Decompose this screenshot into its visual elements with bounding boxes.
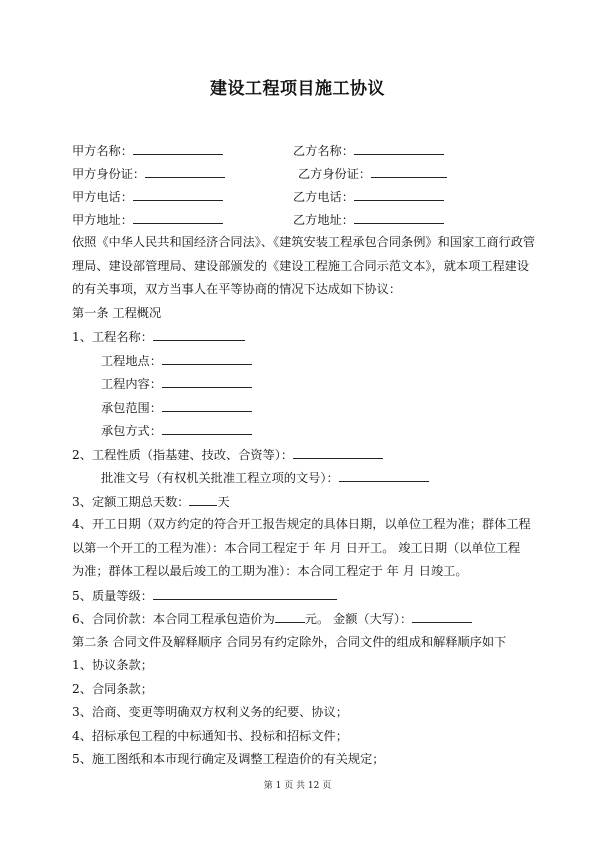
party-b-phone-blank	[354, 188, 444, 201]
contract-method-line	[101, 422, 252, 439]
contract-price-line	[72, 610, 472, 627]
duration-blank	[189, 493, 217, 506]
quality-level-blank	[153, 587, 337, 600]
duration-line	[72, 493, 230, 510]
intro-line-1: 依照《中华人民共和国经济合同法》、《建筑安装工程承包合同条例》和国家工商行政管	[72, 235, 536, 249]
intro-line-3: 的有关事项，双方当事人在平等协商的情况下达成如下协议：	[72, 282, 402, 296]
party-b-phone-line	[293, 188, 444, 205]
party-b-id-line	[298, 165, 447, 182]
article-2-item-4: 4、招标承包工程的中标通知书、投标和招标文件；	[72, 729, 348, 743]
contract-method-label: 承包方式：	[101, 424, 162, 438]
page-footer: 第 1 页 共 12 页	[263, 781, 332, 791]
contract-scope-line	[101, 399, 252, 416]
duration-label: 3、定额工期总天数：	[72, 495, 190, 509]
party-a-id-blank	[145, 165, 225, 178]
intro-line-2: 理局、建设部管理局、建设部颁发的《建设工程施工合同示范文本》，就本项工程建设	[72, 259, 530, 273]
party-a-phone-label: 甲方电话：	[72, 190, 133, 204]
party-a-name-blank	[133, 142, 223, 155]
party-a-name-label: 甲方名称：	[72, 144, 133, 158]
contract-amount-blank	[412, 610, 472, 623]
start-date-line-3: 为准；群体工程以最后竣工的工期为准）：本合同工程定于 年 月 日竣工。	[72, 564, 468, 578]
party-a-id-line	[72, 165, 225, 182]
article-2-item-5: 5、施工图纸和本市现行确定及调整工程造价的有关规定；	[72, 752, 385, 766]
party-a-address-line	[72, 211, 223, 228]
party-b-name-line	[293, 142, 444, 159]
start-date-line-2: 以第一个开工的工程为准）：本合同工程定于 年 月 日开工。 竣工日期（以单位工程	[72, 541, 521, 555]
party-a-address-blank	[133, 211, 223, 224]
article-2-item-2: 2、合同条款；	[72, 682, 153, 696]
project-content-blank	[162, 375, 252, 388]
party-b-id-label: 乙方身份证：	[298, 167, 372, 181]
project-nature-label: 2、工程性质（指基建、技改、合资等）：	[72, 448, 294, 462]
project-name-line	[72, 328, 245, 345]
contract-price-blank	[275, 610, 305, 623]
project-location-label: 工程地点：	[101, 354, 162, 368]
project-location-line	[101, 352, 252, 369]
document-title: 建设工程项目施工协议	[210, 79, 385, 99]
party-b-address-line	[293, 211, 444, 228]
project-content-line	[101, 375, 252, 392]
project-name-blank	[153, 328, 245, 341]
contract-scope-label: 承包范围：	[101, 401, 162, 415]
approval-number-blank	[339, 469, 429, 482]
contract-price-label: 6、合同价款：本合同工程承包造价为	[72, 612, 275, 626]
project-content-label: 工程内容：	[101, 377, 162, 391]
project-name-label: 1、工程名称：	[72, 330, 153, 344]
party-b-address-label: 乙方地址：	[293, 213, 354, 227]
approval-number-label: 批准文号（有权机关批准工程立项的文号）：	[101, 471, 339, 485]
quality-level-label: 5、质量等级：	[72, 589, 153, 603]
article-2-heading: 第二条 合同文件及解释顺序 合同另有约定除外，合同文件的组成和解释顺序如下	[72, 635, 507, 649]
contract-amount-label: 元。 金额（大写）：	[304, 612, 413, 626]
party-a-phone-line	[72, 188, 223, 205]
approval-number-line	[101, 469, 429, 486]
party-a-name-line	[72, 142, 223, 159]
party-b-id-blank	[371, 165, 447, 178]
party-b-name-blank	[354, 142, 444, 155]
quality-level-line	[72, 587, 337, 604]
project-location-blank	[162, 352, 252, 365]
party-a-address-label: 甲方地址：	[72, 213, 133, 227]
duration-unit: 天	[217, 495, 230, 509]
article-2-item-3: 3、洽商、变更等明确双方权利义务的纪要、协议；	[72, 705, 348, 719]
party-b-phone-label: 乙方电话：	[293, 190, 354, 204]
article-2-item-1: 1、协议条款；	[72, 658, 153, 672]
contract-scope-blank	[162, 399, 252, 412]
article-1-heading: 第一条 工程概况	[72, 306, 162, 320]
project-nature-line	[72, 446, 383, 463]
project-nature-blank	[293, 446, 383, 459]
party-b-name-label: 乙方名称：	[293, 144, 354, 158]
start-date-line-1: 4、开工日期（双方约定的符合开工报告规定的具体日期，以单位工程为准；群体工程	[72, 517, 531, 531]
party-a-id-label: 甲方身份证：	[72, 167, 146, 181]
party-a-phone-blank	[133, 188, 223, 201]
contract-method-blank	[162, 422, 252, 435]
party-b-address-blank	[354, 211, 444, 224]
